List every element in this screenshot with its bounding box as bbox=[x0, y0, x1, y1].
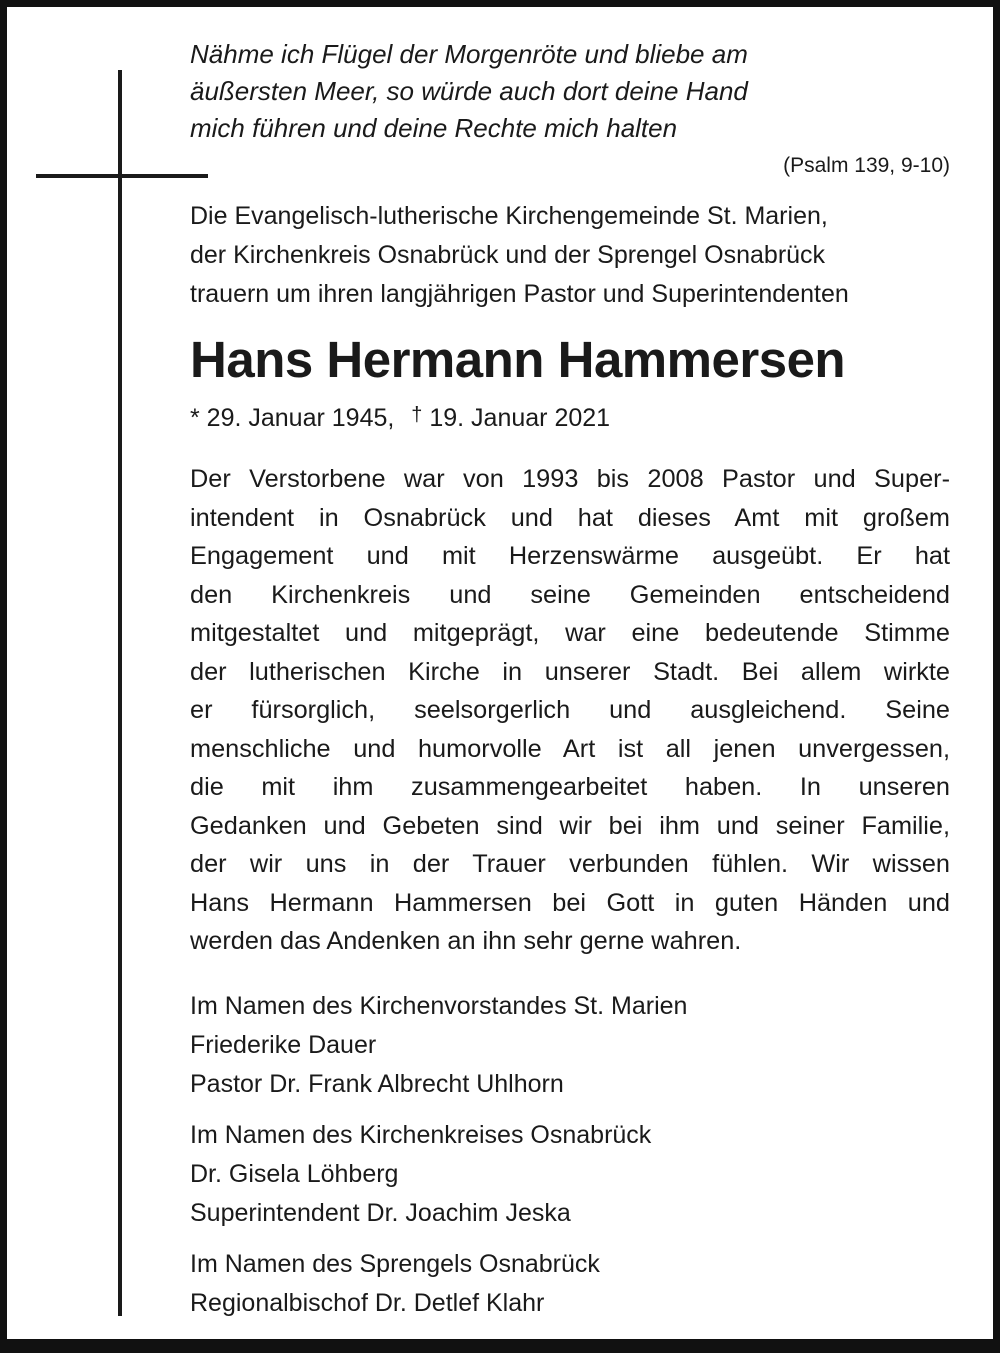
signature-block-sprengel bbox=[190, 1245, 950, 1323]
body-line: intendent in Osnabrück und hat dieses Amt mit großem bbox=[190, 503, 950, 532]
death-cross-symbol: † bbox=[411, 404, 423, 426]
intro-line: Die Evangelisch-lutherische Kirchengemeinde St. Marien, bbox=[190, 202, 828, 230]
life-dates bbox=[190, 400, 950, 438]
deceased-name: Hans Hermann Hammersen bbox=[190, 331, 846, 388]
obituary-body bbox=[190, 460, 950, 961]
verse-line: Nähme ich Flügel der Morgenröte und bliebe am bbox=[190, 39, 748, 69]
verse-line: äußersten Meer, so würde auch dort deine Hand bbox=[190, 76, 748, 106]
intro-text bbox=[190, 197, 950, 314]
cross-horizontal-bar bbox=[36, 174, 208, 178]
signature-block-parish bbox=[190, 987, 950, 1104]
signature-line: Superintendent Dr. Joachim Jeska bbox=[190, 1198, 571, 1227]
signature-line: Im Namen des Sprengels Osnabrück bbox=[190, 1249, 600, 1278]
body-line: er fürsorglich, seelsorgerlich und ausgleichend. Seine bbox=[190, 696, 950, 724]
birth-date: * 29. Januar 1945, bbox=[190, 404, 395, 432]
obituary-content bbox=[190, 30, 950, 1323]
signature-line: Pastor Dr. Frank Albrecht Uhlhorn bbox=[190, 1069, 564, 1098]
signature-line: Dr. Gisela Löhberg bbox=[190, 1159, 399, 1188]
signature-line: Regionalbischof Dr. Detlef Klahr bbox=[190, 1288, 545, 1317]
signature-block-church-district bbox=[190, 1116, 950, 1233]
body-line: menschliche und humorvolle Art ist all jenen unvergessen, bbox=[190, 734, 950, 763]
bible-verse bbox=[190, 36, 950, 147]
cross-vertical-bar bbox=[118, 70, 122, 1316]
body-line: mitgestaltet und mitgeprägt, war eine bedeutende Stimme bbox=[190, 619, 950, 647]
body-line: Engagement und mit Herzenswärme ausgeübt. Er hat bbox=[190, 542, 950, 570]
body-line: Der Verstorbene war von 1993 bis 2008 Pastor und Super- bbox=[190, 465, 950, 493]
body-line: der lutherischen Kirche in unserer Stadt. Bei allem wirkte bbox=[190, 657, 950, 686]
body-line: werden das Andenken an ihn sehr gerne wahren. bbox=[190, 927, 742, 955]
verse-source: (Psalm 139, 9-10) bbox=[783, 154, 950, 177]
signature-line: Friederike Dauer bbox=[190, 1030, 377, 1059]
body-line: Hans Hermann Hammersen bei Gott in guten Händen und bbox=[190, 888, 950, 917]
intro-line: trauern um ihren langjährigen Pastor und Superintendenten bbox=[190, 280, 849, 308]
verse-line: mich führen und deine Rechte mich halten bbox=[190, 113, 678, 143]
intro-line: der Kirchenkreis Osnabrück und der Sprengel Osnabrück bbox=[190, 241, 826, 269]
body-line: der wir uns in der Trauer verbunden fühlen. Wir wissen bbox=[190, 850, 950, 878]
body-line: die mit ihm zusammengearbeitet haben. In unseren bbox=[190, 773, 950, 801]
death-date: 19. Januar 2021 bbox=[429, 404, 611, 432]
signature-line: Im Namen des Kirchenkreises Osnabrück bbox=[190, 1120, 652, 1149]
body-line: Gedanken und Gebeten sind wir bei ihm und seiner Familie, bbox=[190, 811, 950, 840]
body-line: den Kirchenkreis und seine Gemeinden entscheidend bbox=[190, 580, 950, 609]
signature-line: Im Namen des Kirchenvorstandes St. Marien bbox=[190, 991, 688, 1020]
